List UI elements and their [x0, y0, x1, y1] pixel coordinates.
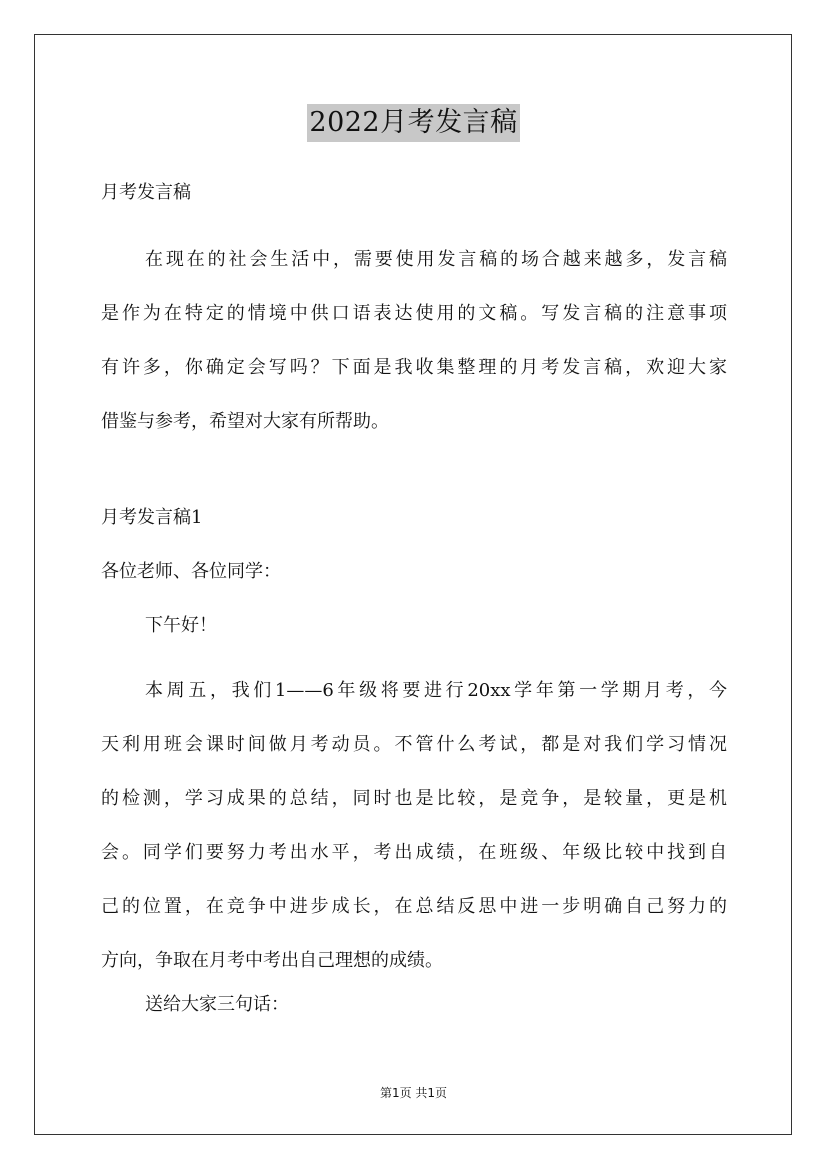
intro-line-2: 是作为在特定的情境中供口语表达使用的文稿。写发言稿的注意事项	[101, 303, 727, 324]
paragraph-line-2: 天利用班会课时间做月考动员。不管什么考试，都是对我们学习情况	[101, 734, 727, 755]
section-heading: 月考发言稿1	[101, 507, 203, 528]
document-subtitle: 月考发言稿	[101, 182, 191, 203]
intro-paragraph	[101, 233, 727, 449]
page-number-footer: 第1页 共1页	[379, 1086, 448, 1100]
closing-line: 送给大家三句话：	[145, 994, 289, 1015]
greeting: 下午好！	[145, 615, 217, 636]
paragraph-line-6: 方向，争取在月考中考出自己理想的成绩。	[101, 950, 443, 971]
paragraph-line-3: 的检测，学习成果的总结，同时也是比较，是竞争，是较量，更是机	[101, 788, 727, 809]
paragraph-line-5: 己的位置，在竞争中进步成长，在总结反思中进一步明确自己努力的	[101, 896, 727, 917]
paragraph-line-1: 本周五，我们1——6年级将要进行20xx学年第一学期月考，今	[145, 680, 727, 701]
document-title: 2022月考发言稿	[307, 104, 519, 142]
title-container	[0, 104, 827, 142]
salutation: 各位老师、各位同学：	[101, 561, 281, 582]
main-paragraph	[101, 664, 727, 988]
intro-line-1: 在现在的社会生活中，需要使用发言稿的场合越来越多，发言稿	[145, 249, 727, 270]
paragraph-line-4: 会。同学们要努力考出水平，考出成绩，在班级、年级比较中找到自	[101, 842, 727, 863]
intro-line-3: 有许多，你确定会写吗？下面是我收集整理的月考发言稿，欢迎大家	[101, 357, 727, 378]
intro-line-4: 借鉴与参考，希望对大家有所帮助。	[101, 411, 389, 432]
